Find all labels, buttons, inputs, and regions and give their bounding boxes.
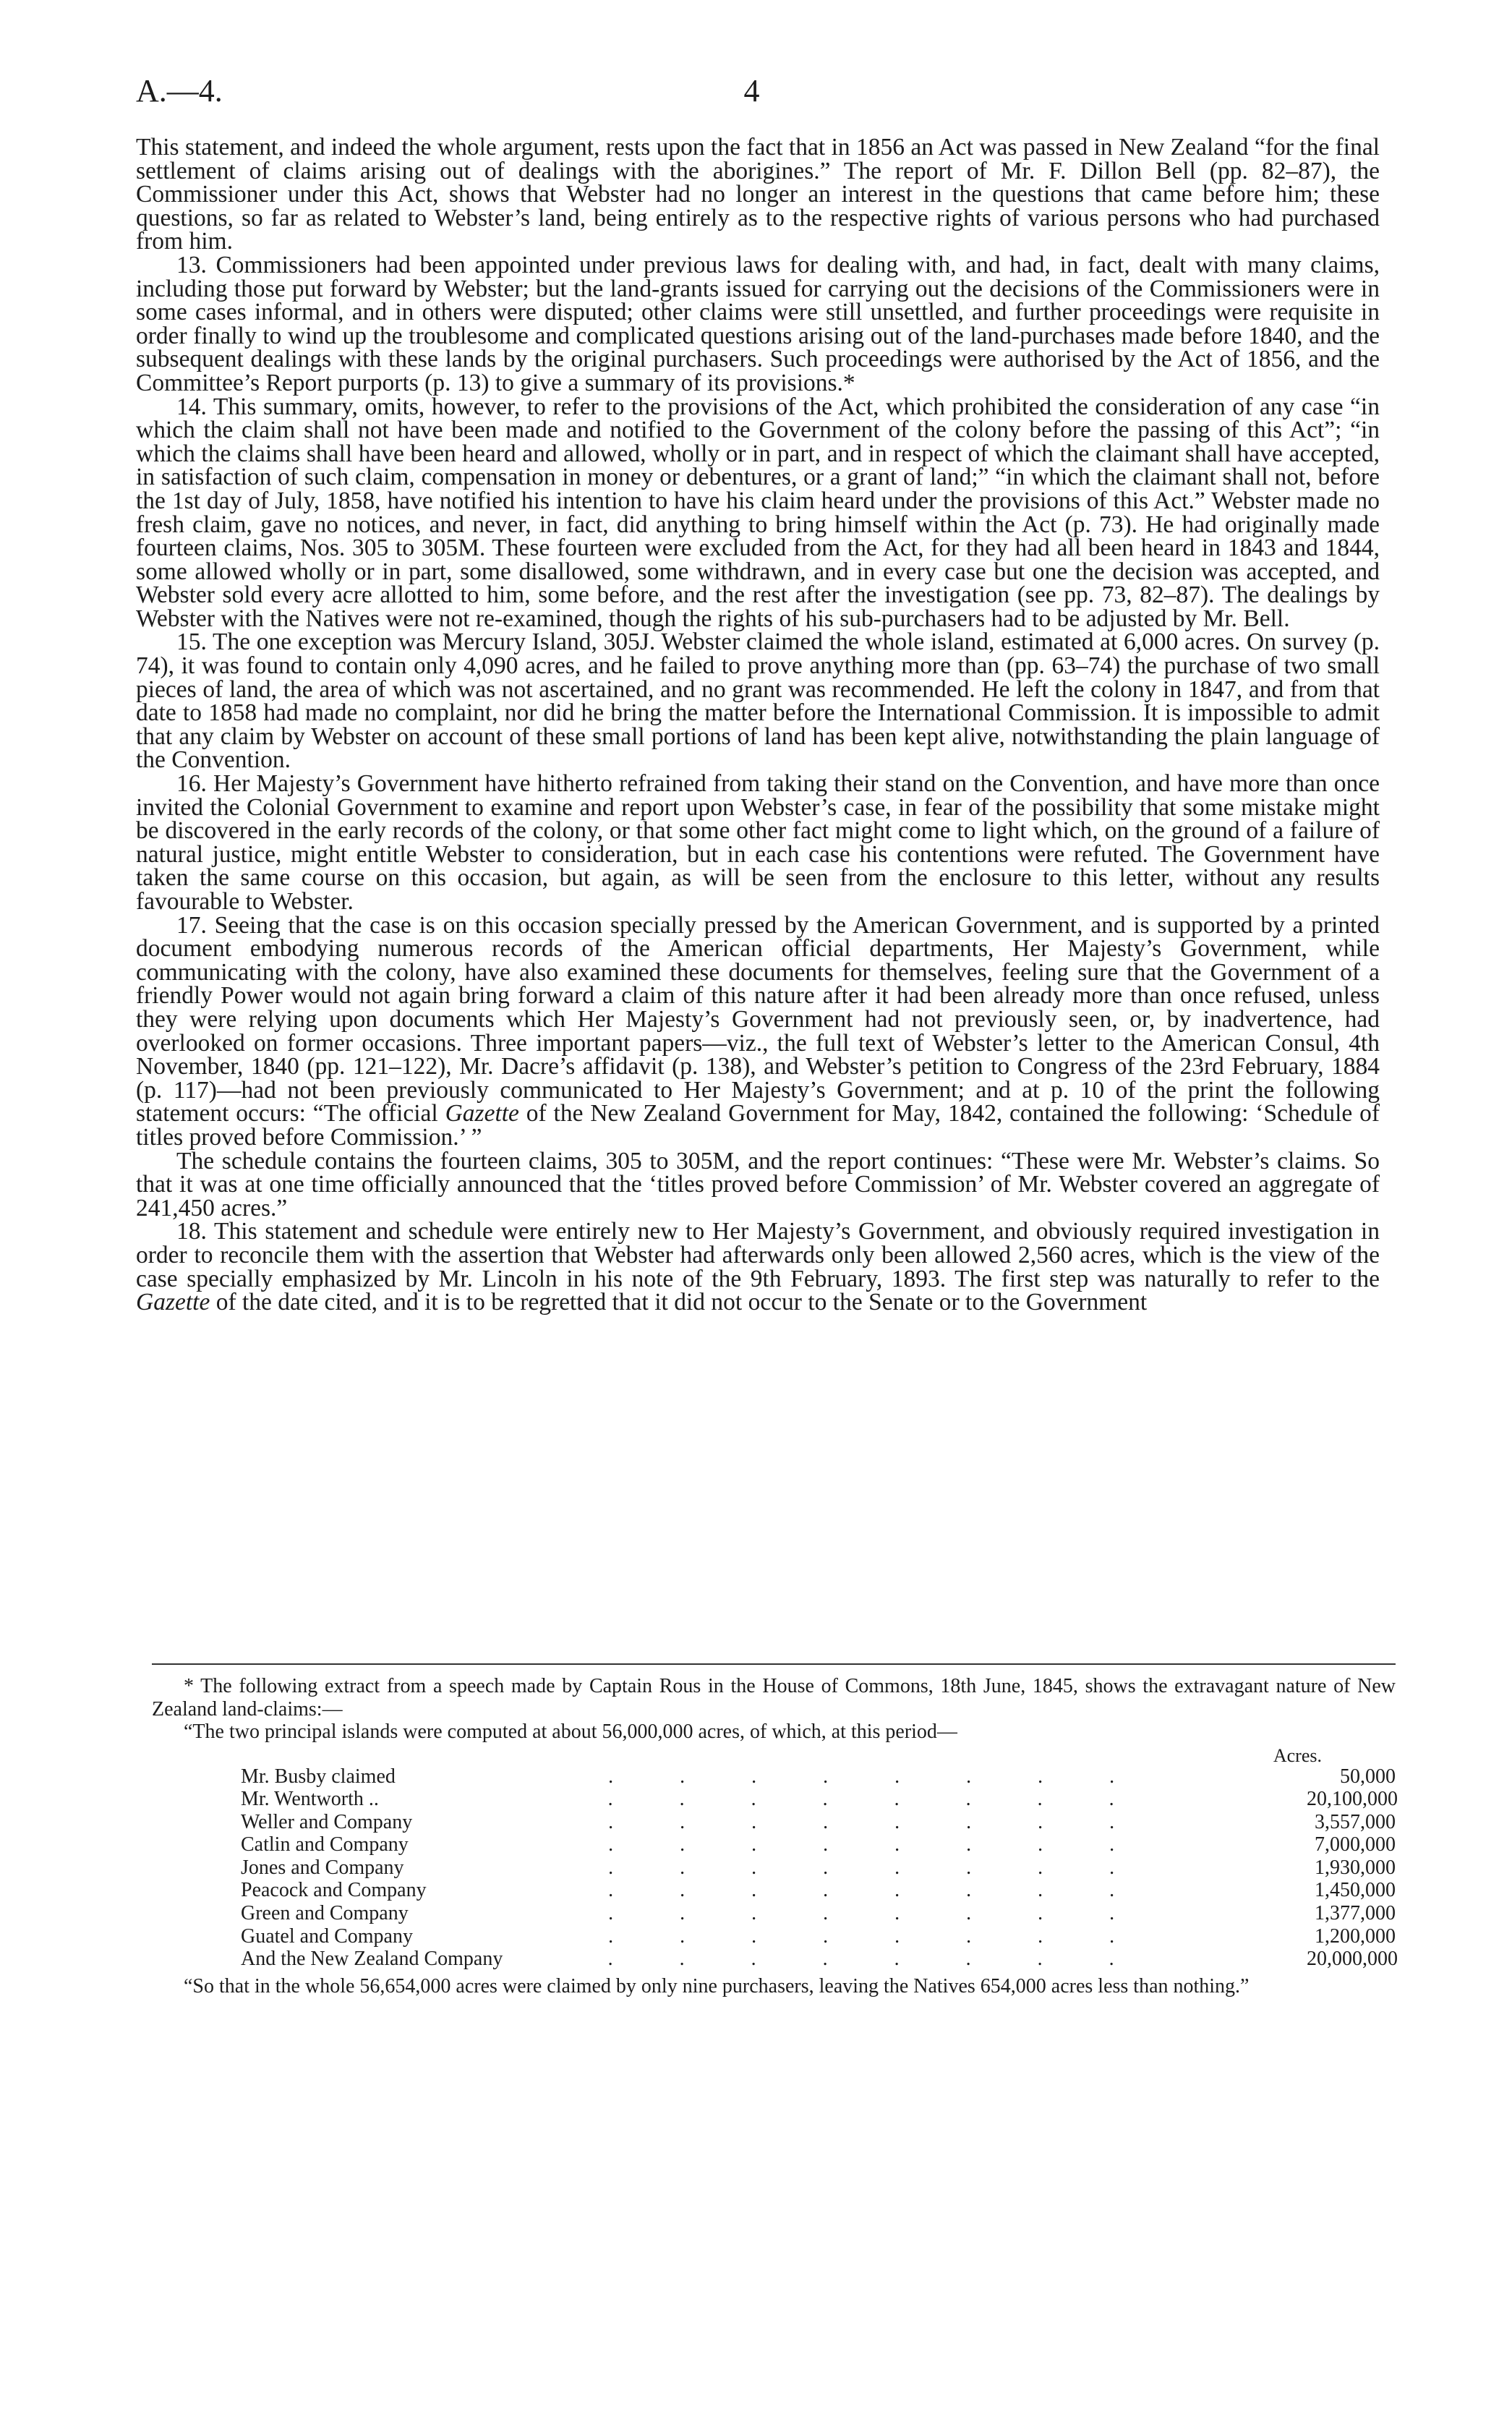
leader-dots: ........: [608, 1924, 1182, 1948]
claim-acres: 1,200,000: [1315, 1924, 1396, 1948]
footnote: [152, 1675, 1396, 1997]
footnote-quote-intro: “The two principal islands were computed at about 56,000,000 acres, of which, at this period—: [184, 1721, 957, 1743]
paragraph-14: 14. This summary, omits, however, to refer to the provisions of the Act, which prohibited the consideration of any case “in which the claim shall not have been made and notified to the Government of the colony before the passing of this Act”; “in which the claims shall have been heard and allowed, wholly or in part, and in respect of which the claimant shall have accepted, in satisfaction of such claim, compensation in money or debentures, or a grant of land;” “in which the claimant shall not, before the 1st day of July, 1858, have notified his intention to have his claim heard under the provisions of this Act.” Webster made no fresh claim, gave no notices, and never, in fact, did anything to bring himself within the Act (p. 73). He had originally made fourteen claims, Nos. 305 to 305M. These fourteen were excluded from the Act, for they had all been heard in 1843 and 1844, some allowed wholly or in part, some disallowed, some withdrawn, and in every case but one the decision was accepted, and Webster sold every acre allotted to him, some before, and the rest after the investigation (see pp. 73, 82–87). The dealings by Webster with the Natives were not re-examined, though the rights of his sub-purchasers had to be adjusted by Mr. Bell.: [136, 393, 1380, 632]
paragraph-17-text: 17. Seeing that the case is on this occasion specially pressed by the American Government, and is supported by a printed document embodying numerous records of the American official departments, Her Majesty’s Government, while communicating with the colony, have also examined these documents for themselves, feeling sure that the Government of a friendly Power would not again bring forward a claim of this nature after it had been already more than once refused, unless they were relying upon documents which Her Majesty’s Government had not previously seen, or, by inadvertence, had overlooked on former occasions. Three important papers—viz., the full text of Webster’s letter to the American Consul, 4th November, 1840 (pp. 121–122), Mr. Dacre’s affidavit (p. 138), and Webster’s petition to Congress of the 23rd February, 1884 (p. 117)—had not been previously communicated to Her Majesty’s Government; and at p. 10 of the print the following statement occurs: “The official: [136, 911, 1380, 1127]
claim-acres: 50,000: [1340, 1765, 1396, 1788]
document-code: A.—4.: [136, 73, 223, 108]
page-number: 4: [743, 73, 760, 108]
claim-name: Mr. Busby claimed: [241, 1765, 396, 1788]
claim-row: [152, 1765, 1396, 1788]
leader-dots: ........: [607, 1788, 1181, 1811]
claim-acres: 1,377,000: [1315, 1902, 1396, 1925]
claims-rows: [152, 1765, 1396, 1971]
footnote-closing: “So that in the whole 56,654,000 acres were claimed by only nine purchasers, leaving the Natives 654,000 acres less than nothing.”: [184, 1974, 1250, 1997]
leader-dots: ........: [608, 1902, 1182, 1925]
paragraph-continuation: This statement, and indeed the whole argument, rests upon the fact that in 1856 an Act was passed in New Zealand “for the final settlement of claims arising out of dealings with the aborigines.” The report of Mr. F. Dillon Bell (pp. 82–87), the Commissioner under this Act, shows that Webster had no longer an interest in the questions that came before him; these questions, so far as related to Webster’s land, being entirely as to the respective rights of various persons who had purchased from him.: [136, 134, 1380, 255]
gazette-italic-2: Gazette: [136, 1289, 210, 1316]
claim-name: Jones and Company: [241, 1856, 404, 1879]
claim-row: [152, 1902, 1396, 1925]
claim-name: Weller and Company: [241, 1810, 413, 1833]
paragraph-17: [136, 911, 1380, 1151]
leader-dots: ........: [608, 1810, 1182, 1833]
claim-name: Catlin and Company: [241, 1833, 409, 1856]
footnote-divider: [152, 1663, 1396, 1665]
claim-acres: 3,557,000: [1315, 1810, 1396, 1833]
claim-name: Mr. Wentworth ..: [241, 1788, 379, 1811]
leader-dots: ........: [608, 1765, 1182, 1788]
claims-table: [152, 1744, 1398, 1971]
claim-row: [152, 1856, 1396, 1880]
paragraph-13: 13. Commissioners had been appointed under previous laws for dealing with, and had, in fact, dealt with many claims, including those put forward by Webster; but the land-grants issued for carrying out the decisions of the Commissioners were in some cases informal, and in others were disputed; other claims were still unsettled, and further proceedings were requisite in order finally to wind up the troublesome and complicated questions arising out of the land-purchases made before 1840, and the subsequent dealings with these lands by the original purchasers. Such proceedings were authorised by the Act of 1856, and the Committee’s Report purports (p. 13) to give a summary of its provisions.*: [136, 251, 1380, 396]
claim-row: [152, 1925, 1396, 1948]
gazette-italic: Gazette: [445, 1100, 519, 1127]
leader-dots: ........: [607, 1948, 1181, 1971]
claim-name: Peacock and Company: [241, 1879, 427, 1902]
page-header: [136, 72, 1367, 116]
claim-acres: 7,000,000: [1315, 1833, 1396, 1856]
paragraph-17-tail: of the New Zealand Government for May, 1842, contained the following: ‘Schedule of titles proved before Commission.’ ”: [136, 1100, 1380, 1151]
paragraph-15: 15. The one exception was Mercury Island, 305J. Webster claimed the whole island, estimated at 6,000 acres. On survey (p. 74), it was found to contain only 4,090 acres, and he failed to prove anything more than (pp. 63–74) the purchase of two small pieces of land, the area of which was not ascertained, and no grant was recommended. He left the colony in 1847, and from that date to 1858 had made no complaint, nor did he bring the matter before the International Commission. It is impossible to admit that any claim by Webster on account of these small portions of land has been kept alive, notwithstanding the plain language of the Convention.: [136, 628, 1380, 774]
leader-dots: ........: [608, 1833, 1182, 1856]
leader-dots: ........: [608, 1879, 1182, 1902]
claim-row: [152, 1833, 1396, 1856]
claim-acres: 1,450,000: [1315, 1879, 1396, 1902]
claim-row: [152, 1811, 1396, 1834]
claim-acres: 20,000,000: [1307, 1948, 1398, 1971]
acres-column-header: Acres.: [1273, 1744, 1322, 1766]
claim-acres: 1,930,000: [1315, 1856, 1396, 1879]
paragraph-18-text: 18. This statement and schedule were entirely new to Her Majesty’s Government, and obviously required investigation in order to reconcile them with the assertion that Webster had afterwards only been allowed 2,560 acres, which is the view of the case specially emphasized by Mr. Lincoln in his note of the 9th February, 1893. The first step was naturally to refer to the: [136, 1218, 1380, 1292]
claim-row: [152, 1788, 1396, 1811]
claim-acres: 20,100,000: [1307, 1788, 1398, 1811]
main-text: [136, 136, 1380, 1315]
footnote-intro: * The following extract from a speech made by Captain Rous in the House of Commons, 18th June, 1845, shows the extravagant nature of New Zealand land-claims:—: [152, 1675, 1396, 1721]
paragraph-18: [136, 1220, 1380, 1314]
leader-dots: ........: [608, 1856, 1182, 1879]
claim-name: Green and Company: [241, 1902, 409, 1925]
paragraph-16: 16. Her Majesty’s Government have hitherto refrained from taking their stand on the Convention, and have more than once invited the Colonial Government to examine and report upon Webster’s case, in fear of the possibility that some mistake might be discovered in the early records of the colony, or that some other fact might come to light which, on the ground of a failure of natural justice, might entitle Webster to consideration, but in each case his contentions were refuted. The Government have taken the same course on this occasion, but again, as will be seen from the enclosure to this letter, without any results favourable to Webster.: [136, 770, 1380, 915]
paragraph-schedule: The schedule contains the fourteen claims, 305 to 305M, and the report continues: “These were Mr. Webster’s claims. So that it was at one time officially announced that the ‘titles proved before Commission’ of Mr. Webster covered an aggregate of 241,450 acres.”: [136, 1147, 1380, 1221]
claim-name: And the New Zealand Company: [241, 1948, 503, 1971]
claim-row: [152, 1879, 1396, 1902]
paragraph-18-tail: of the date cited, and it is to be regretted that it did not occur to the Senate or to the Government: [215, 1289, 1148, 1316]
claim-name: Guatel and Company: [241, 1924, 413, 1948]
claim-row: [152, 1948, 1396, 1971]
